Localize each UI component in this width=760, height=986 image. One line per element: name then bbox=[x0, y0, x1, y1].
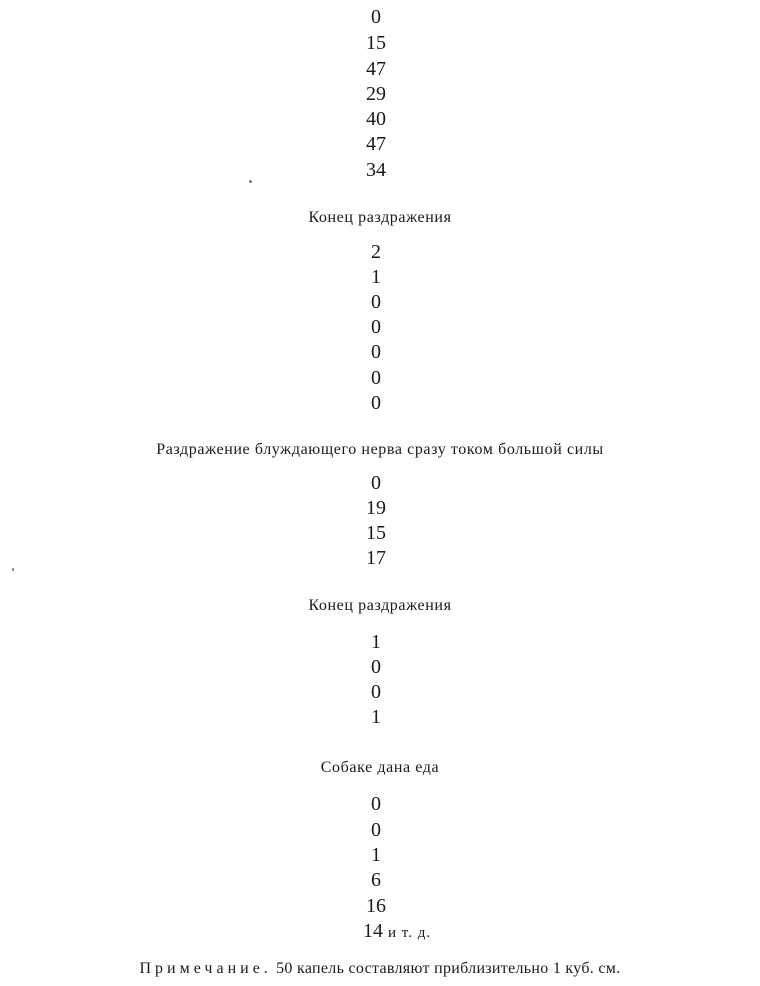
value-item: 0 bbox=[371, 392, 381, 414]
value-item: 0 bbox=[371, 656, 381, 678]
value-item: 1 bbox=[371, 844, 381, 866]
value-item: 47 bbox=[366, 58, 386, 80]
value-item: 0 bbox=[371, 472, 381, 494]
scan-speck bbox=[249, 180, 252, 183]
value-item: 19 bbox=[366, 497, 386, 519]
section-heading: Конец раздражения bbox=[308, 597, 452, 614]
value-item: 0 bbox=[371, 681, 381, 703]
value-item: 2 bbox=[371, 241, 381, 263]
footnote bbox=[0, 958, 760, 980]
value-item: 47 bbox=[366, 133, 386, 155]
etc-suffix: и т. д. bbox=[388, 925, 432, 941]
scan-speck bbox=[12, 568, 14, 571]
section-heading: Собаке дана еда bbox=[320, 759, 440, 776]
value-item: 0 bbox=[371, 291, 381, 313]
value-item: 17 bbox=[366, 547, 386, 569]
section-heading: Конец раздражения bbox=[308, 209, 452, 226]
value-item: 1 bbox=[371, 631, 381, 653]
value-item: 6 bbox=[371, 869, 381, 891]
value-item: 0 bbox=[371, 793, 381, 815]
value-item: 15 bbox=[366, 522, 386, 544]
value-number: 14 bbox=[363, 920, 383, 942]
section-heading: Раздражение блуждающего нерва сразу током большой силы bbox=[156, 441, 604, 458]
footnote-text: 50 капель составляют приблизительно 1 куб. см. bbox=[276, 960, 621, 977]
value-item: 29 bbox=[366, 83, 386, 105]
value-item: 0 bbox=[371, 367, 381, 389]
value-item: 1 bbox=[371, 266, 381, 288]
value-item: 0 bbox=[371, 341, 381, 363]
footnote-label: Примечание. bbox=[139, 960, 272, 977]
value-item: 0 bbox=[371, 819, 381, 841]
value-item: 1 bbox=[371, 706, 381, 728]
value-item: 16 bbox=[366, 895, 386, 917]
value-item: 40 bbox=[366, 108, 386, 130]
value-item: 0 bbox=[371, 316, 381, 338]
value-item: 0 bbox=[371, 6, 381, 28]
value-item: 34 bbox=[366, 159, 386, 181]
value-item-last bbox=[363, 919, 431, 944]
value-item: 15 bbox=[366, 32, 386, 54]
